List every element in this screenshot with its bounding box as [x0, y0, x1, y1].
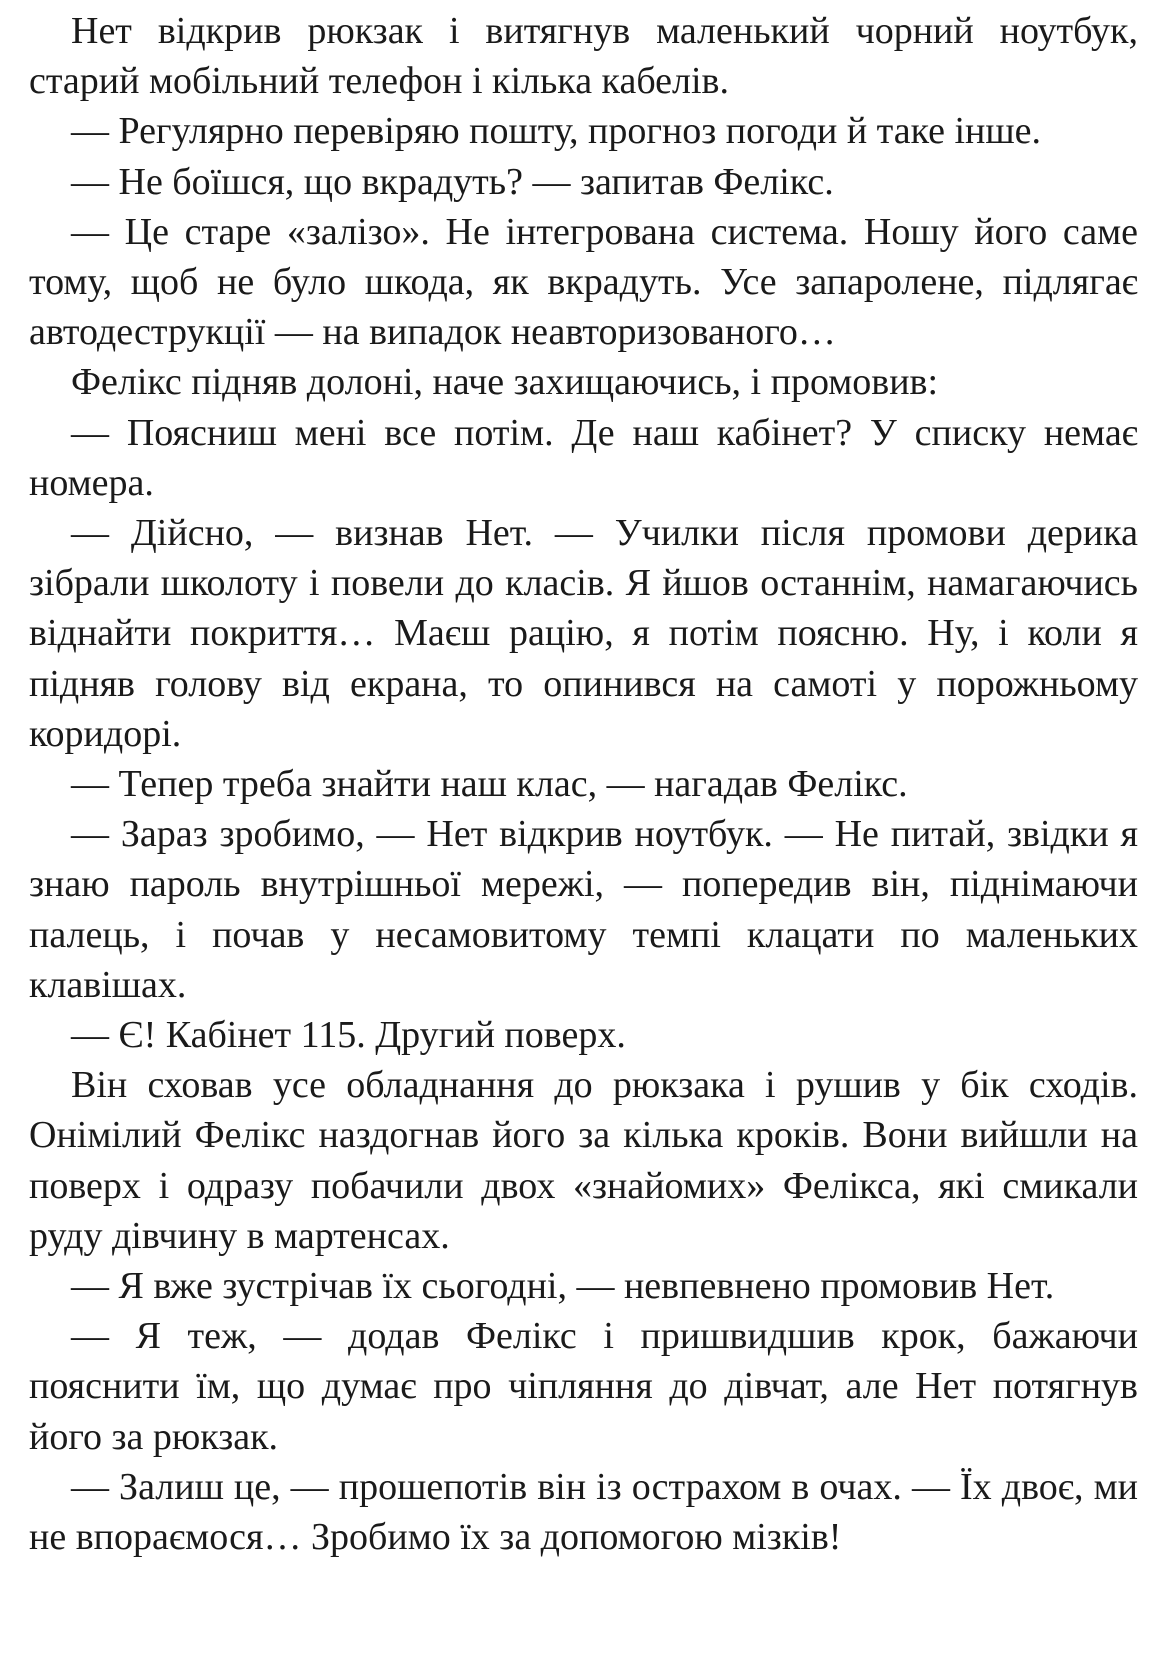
paragraph: — Зараз зробимо, — Нет відкрив ноутбук. — Не питай, звідки я знаю пароль внутрішньої мережі, — попередив він, піднімаючи палець, і почав у несамовитому темпі клацати по маленьких клавішах.	[29, 813, 1138, 1006]
paragraph: — Я вже зустрічав їх сьогодні, — невпевнено промовив Нет.	[71, 1265, 1055, 1308]
body-text	[29, 6, 1138, 1562]
paragraph: — Поясниш мені все потім. Де наш кабінет? У списку немає номера.	[29, 411, 1138, 504]
paragraph: — Я теж, — додав Фелікс і пришвидшив крок, бажаючи пояснити їм, що думає про чіпляння до дівчат, але Нет потягнув його за рюкзак.	[29, 1315, 1138, 1458]
paragraph: — Залиш це, — прошепотів він із острахом в очах. — Їх двоє, ми не впораємося… Зробимо їх за допомогою мізків!	[29, 1465, 1138, 1559]
paragraph: Нет відкрив рюкзак і витягнув маленький чорний ноутбук, старий мобільний телефон і кілька кабелів.	[29, 10, 1138, 103]
paragraph: — Дійсно, — визнав Нет. — Училки після промови дерика зібрали школоту і повели до класів. Я йшов останнім, намагаючись віднайти покриття… Маєш рацію, я потім поясню. Ну, і коли я підняв голову від екрана, то опинився на самоті у порожньому коридорі.	[29, 512, 1138, 755]
paragraph: — Не боїшся, що вкрадуть? — запитав Фелікс.	[71, 160, 834, 203]
paragraph: Фелікс підняв долоні, наче захищаючись, і промовив:	[71, 361, 939, 404]
paragraph: — Регулярно перевіряю пошту, прогноз погоди й таке інше.	[71, 110, 1042, 153]
paragraph: — Це старе «залізо». Не інтегрована система. Ношу його саме тому, щоб не було шкода, як вкрадуть. Усе запаролене, підлягає автодеструкції — на випадок неавторизованого…	[29, 210, 1138, 354]
paragraph: — Є! Кабінет 115. Другий поверх.	[71, 1014, 626, 1057]
paragraph: — Тепер треба знайти наш клас, — нагадав Фелікс.	[71, 763, 908, 806]
paragraph: Він сховав усе обладнання до рюкзака і рушив у бік сходів. Онімілий Фелікс наздогнав його за кілька кроків. Вони вийшли на поверх і одразу побачили двох «знайомих» Фелікса, які смикали руду дівчину в мартенсах.	[29, 1064, 1138, 1257]
